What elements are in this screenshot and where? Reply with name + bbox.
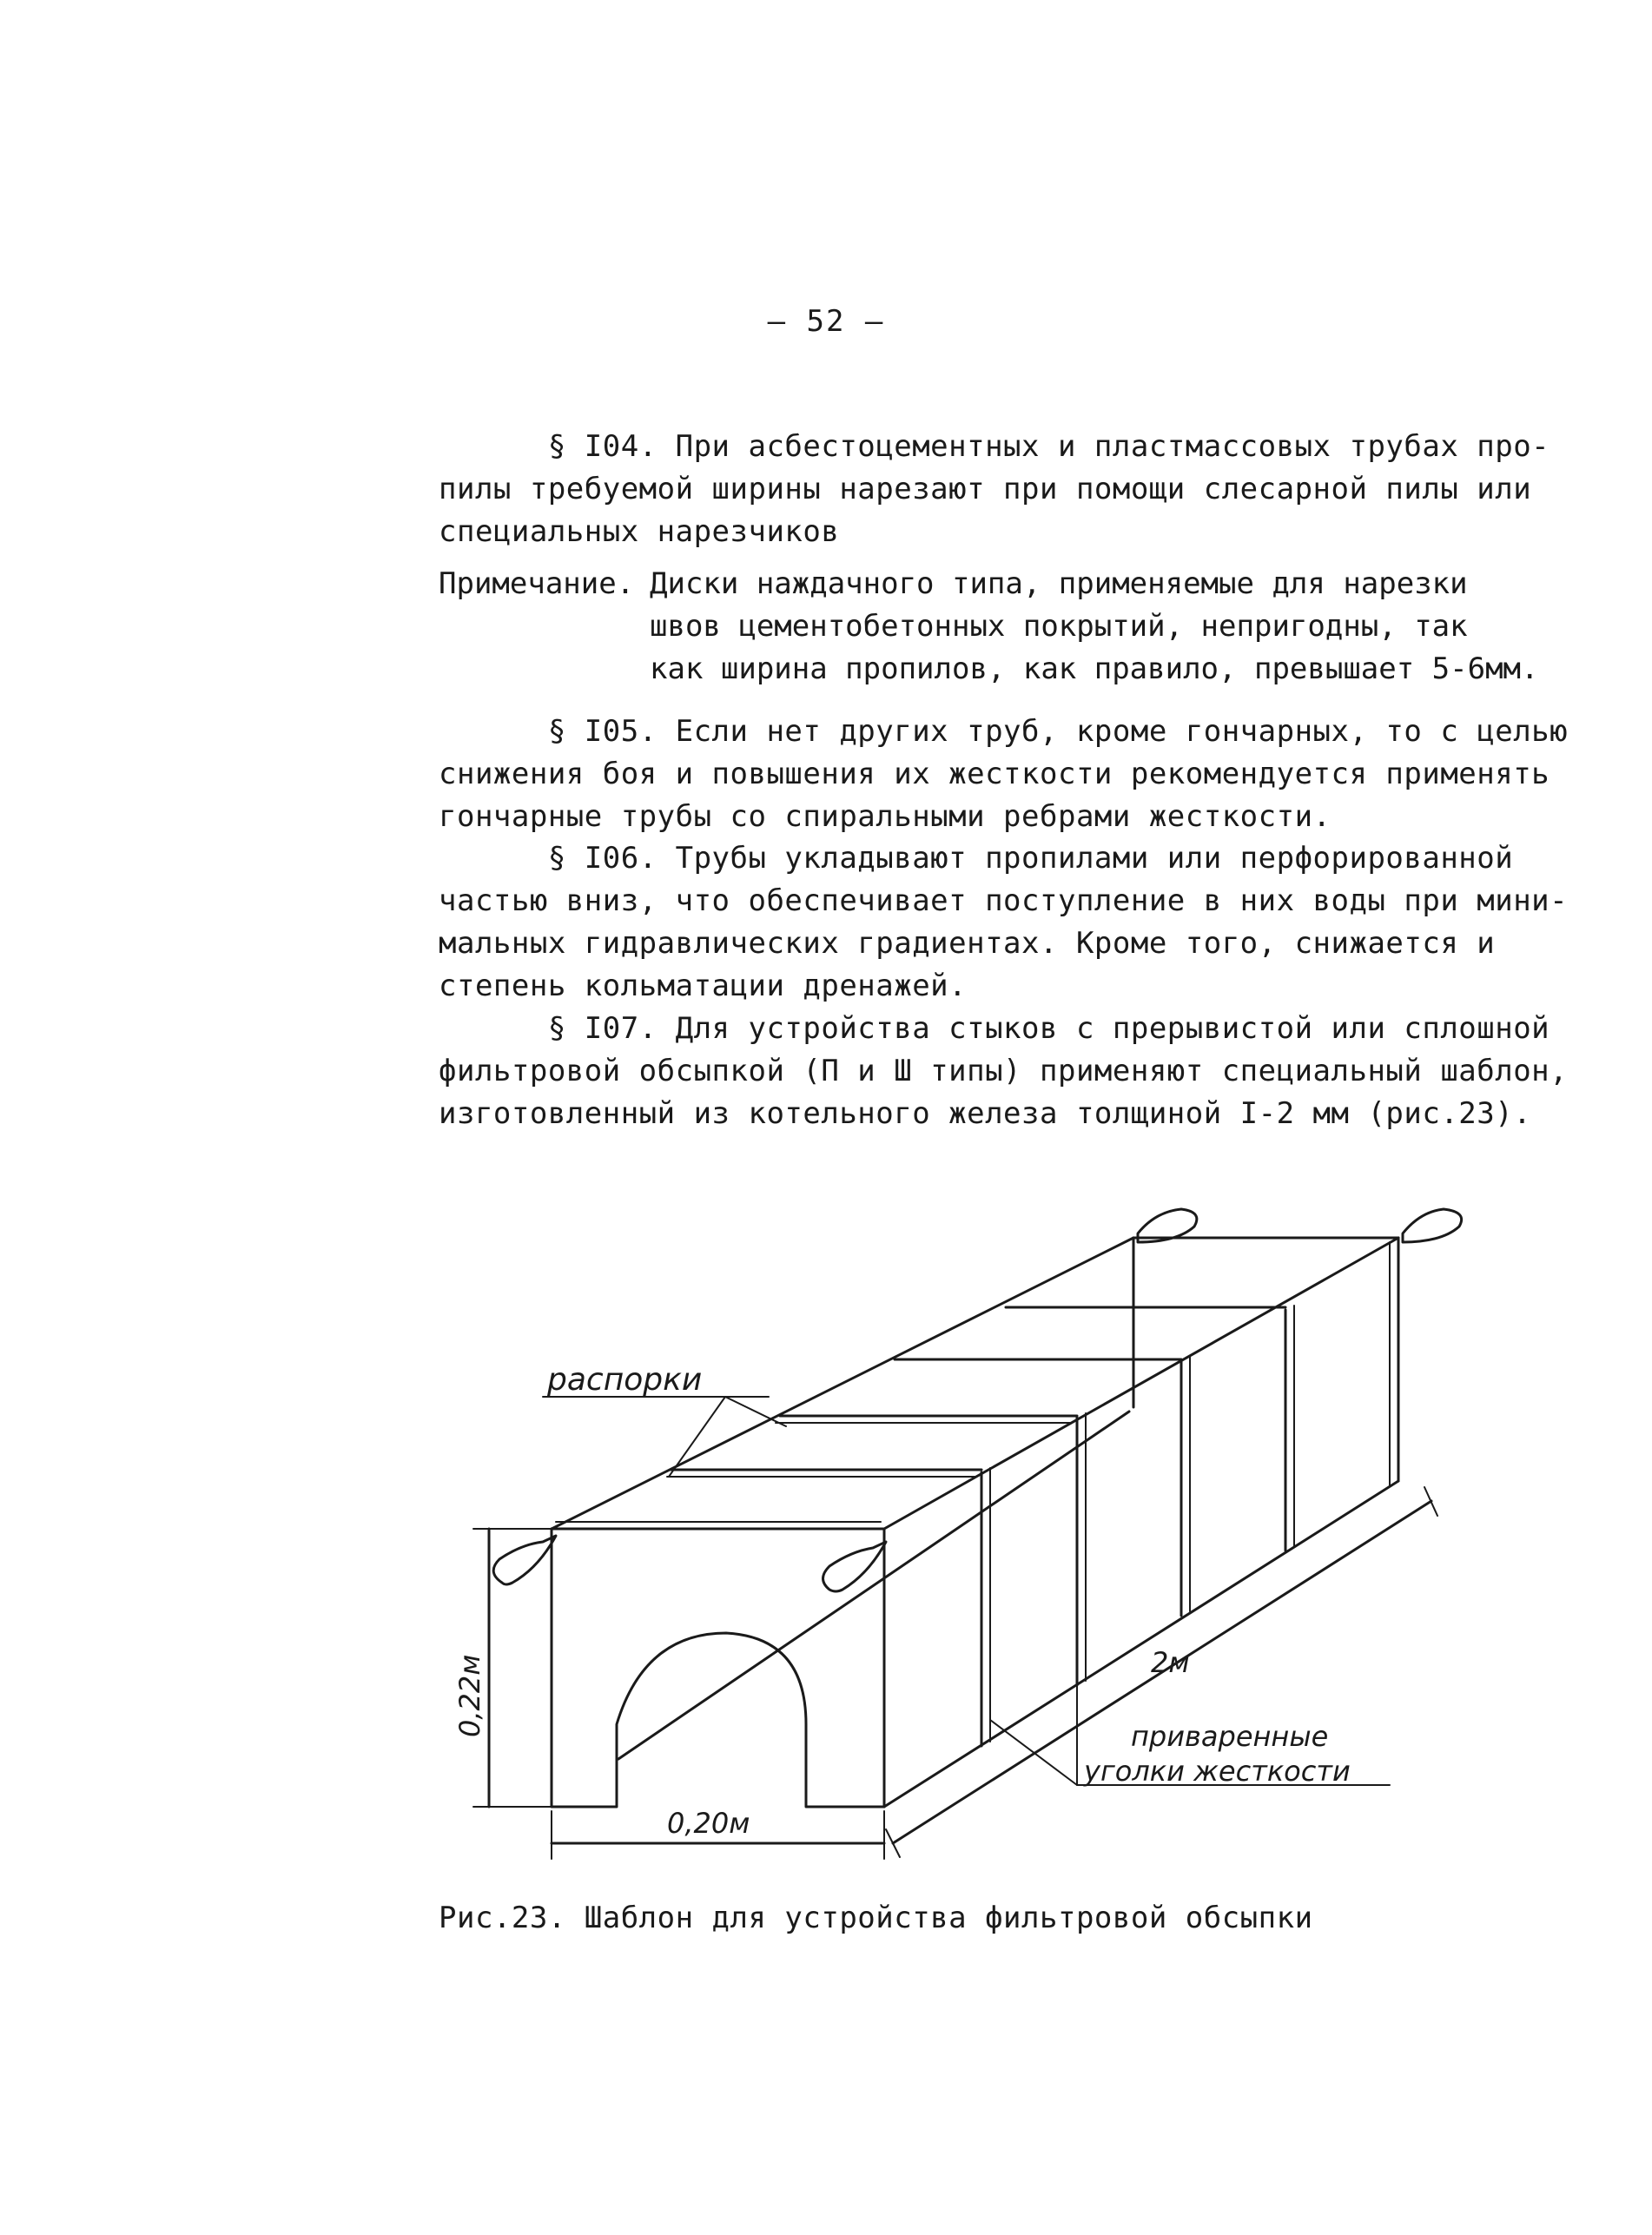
text-line: изготовленный из котельного железа толщиной I-2 мм (рис.23). <box>439 1096 1532 1131</box>
loop-icon <box>493 1536 556 1584</box>
text-line: как ширина пропилов, как правило, превышает 5-6мм. <box>650 651 1539 686</box>
label-angles-line2: уголки жесткости <box>1084 1755 1351 1788</box>
label-struts: распорки <box>547 1362 703 1398</box>
label-height: 0,22м <box>453 1654 486 1737</box>
text-line: гончарные трубы со спиральными ребрами жесткости. <box>439 799 1332 834</box>
text-line: § I07. Для устройства стыков с прерывистой или сплошной <box>439 1011 1550 1046</box>
loop-icon <box>1403 1209 1462 1242</box>
text-line: мальных гидравлических градиентах. Кроме того, снижается и <box>439 926 1496 961</box>
struts-leader <box>725 1397 786 1426</box>
text-line: § I06. Трубы укладывают пропилами или перфорированной <box>439 841 1514 876</box>
label-width: 0,20м <box>667 1807 750 1840</box>
inner-floor-line <box>618 1412 1129 1759</box>
dimension-tick <box>886 1829 900 1857</box>
text-line: швов цементобетонных покрытий, непригодны, так <box>650 609 1468 644</box>
text-line: Диски наждачного типа, применяемые для нарезки <box>650 566 1468 601</box>
text-line: пилы требуемой ширины нарезают при помощи слесарной пилы или <box>439 472 1532 506</box>
text-line: степень кольматации дренажей. <box>439 969 968 1003</box>
text-line: § I05. Если нет других труб, кроме гончарных, то с целью <box>439 714 1569 749</box>
front-face <box>552 1529 806 1807</box>
figure-caption: Рис.23. Шаблон для устройства фильтровой обсыпки <box>439 1901 1313 1935</box>
front-face-outline <box>552 1529 884 1807</box>
label-angles-line1: приваренные <box>1131 1720 1329 1753</box>
label-length: 2м <box>1151 1646 1190 1679</box>
text-line: специальных нарезчиков <box>439 514 840 549</box>
text-line: фильтровой обсыпкой (П и Ш типы) применяют специальный шаблон, <box>439 1054 1569 1088</box>
page-number: — 52 — <box>767 304 885 339</box>
angles-leader <box>990 1720 1077 1785</box>
note-label: Примечание. <box>439 566 635 601</box>
text-line: снижения боя и повышения их жесткости рекомендуется применять <box>439 757 1550 791</box>
top-right-edge <box>884 1238 1398 1529</box>
text-line: § I04. При асбестоцементных и пластмассовых трубах про- <box>439 429 1550 464</box>
text-line: частью вниз, что обеспечивает поступление в них воды при мини- <box>439 883 1569 918</box>
dimension-tick <box>1424 1487 1437 1516</box>
struts-leader <box>669 1397 725 1477</box>
